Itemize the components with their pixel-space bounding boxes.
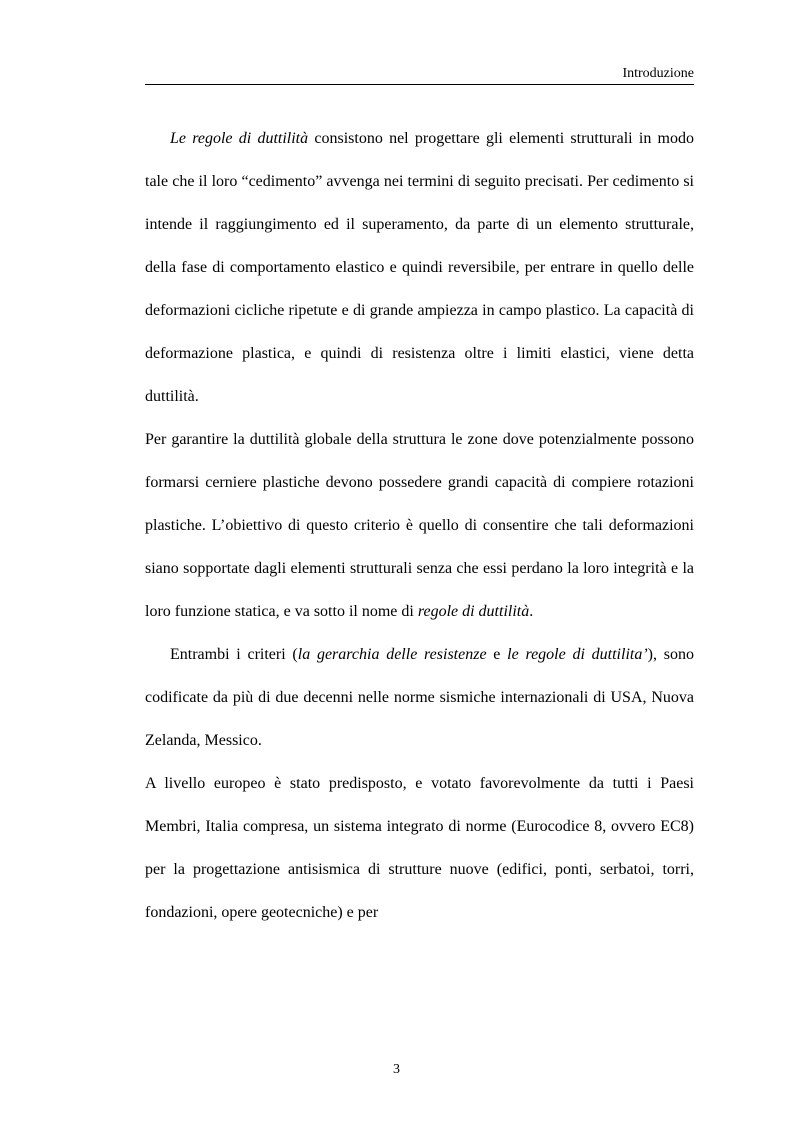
paragraph-ductility-rules [145,117,694,418]
header-title: Introduzione [622,66,694,81]
paragraph-text: ), sono codificate da più di due decenni nelle norme sismiche internazionali di USA, Nuova Zelanda, Messico. [145,646,694,749]
paragraph-text: . [529,603,534,620]
paragraph-text: Entrambi i criteri ( [170,646,298,663]
paragraph-text: Per garantire la duttilità globale della struttura le zone dove potenzialmente possono formarsi cerniere plastiche devono possedere grandi capacità di compiere rotazioni plastiche. L’obiettivo di questo criterio è quello di consentire che tali deformazioni siano sopportate dagli elementi strutturali senza che essi perdano la loro integrità e la loro funzione statica, e va sotto il nome di [145,431,694,620]
paragraph-european-level [145,762,694,934]
paragraph-text: A livello europeo è stato predisposto, e votato favorevolmente da tutti i Paesi Membri, Italia compresa, un sistema integrato di norme (Eurocodice 8, ovvero EC8) per la progettazione antisismica di strutture nuove (edifici, ponti, serbatoi, torri, fondazioni, opere geotecniche) e per [145,775,694,921]
italic-term: Le regole di duttilità [170,130,309,147]
italic-term: regole di duttilità [417,603,530,620]
paragraph-global-ductility [145,418,694,633]
page-header [145,64,694,85]
page-number: 3 [393,1062,400,1077]
body-text [145,117,694,934]
italic-term: le regole di duttilita’ [507,646,648,663]
italic-term: la gerarchia delle resistenze [297,646,487,663]
paragraph-criteria [145,633,694,762]
paragraph-text: consistono nel progettare gli elementi strutturali in modo tale che il loro “cedimento” avvenga nei termini di seguito precisati. Per cedimento si intende il raggiungimento ed il superamento, da parte di un elemento strutturale, della fase di comportamento elastico e quindi reversibile, per entrare in quello delle deformazioni cicliche ripetute e di grande ampiezza in campo plastico. La capacità di deformazione plastica, e quindi di resistenza oltre i limiti elastici, viene detta duttilità. [145,130,695,405]
paragraph-text: e [486,646,508,663]
